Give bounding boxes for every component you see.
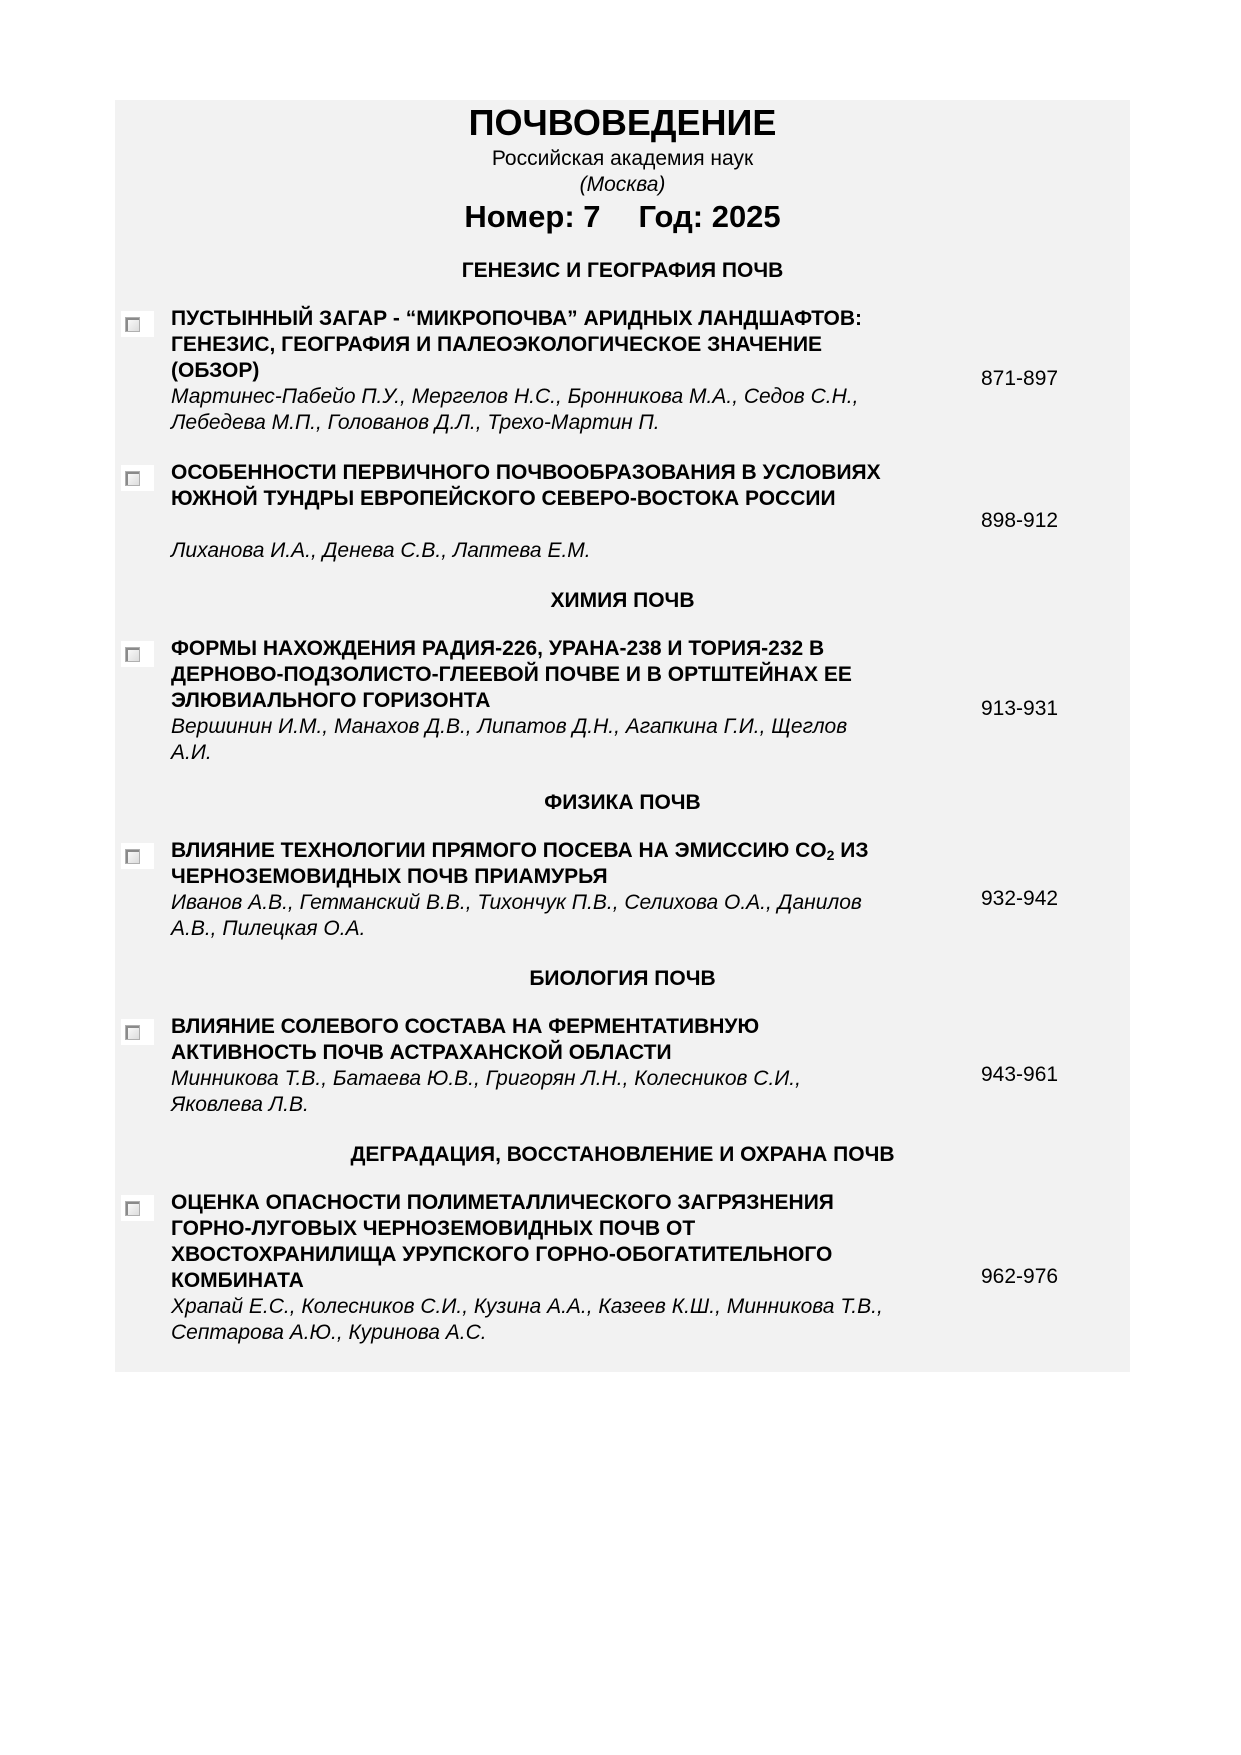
article-checkbox[interactable] [121, 843, 154, 869]
article-title[interactable]: ВЛИЯНИЕ СОЛЕВОГО СОСТАВА НА ФЕРМЕНТАТИВНУЮ АКТИВНОСТЬ ПОЧВ АСТРАХАНСКОЙ ОБЛАСТИ [171, 1015, 760, 1064]
checkbox-icon [125, 849, 140, 864]
publisher-city: (Москва) [579, 173, 666, 196]
article-pages: 913-931 [981, 697, 1059, 720]
section-heading: ГЕНЕЗИС И ГЕОГРАФИЯ ПОЧВ [461, 259, 784, 282]
checkbox-icon [125, 317, 140, 332]
article-authors: Лиханова И.А., Денева С.В., Лаптева Е.М. [171, 539, 591, 562]
checkbox-icon [125, 1201, 140, 1216]
article-authors: Иванов А.В., Гетманский В.В., Тихончук П.В., Селихова О.А., Данилов А.В., Пилецкая О.А. [171, 891, 862, 940]
article-pages: 932-942 [981, 887, 1059, 910]
issue-info [115, 198, 1130, 236]
article-title[interactable]: ФОРМЫ НАХОЖДЕНИЯ РАДИЯ-226, УРАНА-238 И ТОРИЯ-232 В ДЕРНОВО-ПОДЗОЛИСТО-ГЛЕЕВОЙ ПОЧВЕ И В ОРТШТЕЙНАХ ЕЕ ЭЛЮВИАЛЬНОГО ГОРИЗОНТА [171, 637, 852, 712]
article-title[interactable]: ВЛИЯНИЕ ТЕХНОЛОГИИ ПРЯМОГО ПОСЕВА НА ЭМИССИЮ $CO_2$ ИЗ ЧЕРНОЗЕМОВИДНЫХ ПОЧВ ПРИАМУРЬЯ [171, 839, 869, 888]
article-authors: Мартинес-Пабейо П.У., Мергелов Н.С., Бронникова М.А., Седов С.Н., Лебедева М.П., Голованов Д.Л., Трехо-Мартин П. [171, 385, 859, 434]
checkbox-icon [125, 1025, 140, 1040]
article-pages: 943-961 [981, 1063, 1059, 1086]
article-authors: Минникова Т.В., Батаева Ю.В., Григорян Л.Н., Колесников С.И., Яковлева Л.В. [171, 1067, 801, 1116]
section-heading: ФИЗИКА ПОЧВ [544, 791, 701, 814]
article-checkbox[interactable] [121, 311, 154, 337]
issue-number: Номер: 7 [464, 199, 601, 234]
journal-title: ПОЧВОВЕДЕНИЕ [468, 102, 777, 143]
article-authors: Вершинин И.М., Манахов Д.В., Липатов Д.Н., Агапкина Г.И., Щеглов А.И. [171, 715, 848, 764]
article-pages: 898-912 [981, 509, 1059, 532]
table-of-contents [115, 100, 1130, 1372]
checkbox-icon [125, 647, 140, 662]
article-title[interactable]: ПУСТЫННЫЙ ЗАГАР - “МИКРОПОЧВА” АРИДНЫХ ЛАНДШАФТОВ: ГЕНЕЗИС, ГЕОГРАФИЯ И ПАЛЕОЭКОЛОГИЧЕСКОЕ ЗНАЧЕНИЕ (ОБЗОР) [171, 307, 863, 382]
article-checkbox[interactable] [121, 465, 154, 491]
section-heading: ДЕГРАДАЦИЯ, ВОССТАНОВЛЕНИЕ И ОХРАНА ПОЧВ [350, 1143, 895, 1166]
article-authors: Храпай Е.С., Колесников С.И., Кузина А.А., Казеев К.Ш., Минникова Т.В., Септарова А.Ю., Куринова А.С. [171, 1295, 883, 1344]
issue-year: Год: 2025 [638, 199, 781, 234]
article-pages: 962-976 [981, 1265, 1059, 1288]
checkbox-icon [125, 471, 140, 486]
article-checkbox[interactable] [121, 1019, 154, 1045]
article-title[interactable]: ОЦЕНКА ОПАСНОСТИ ПОЛИМЕТАЛЛИЧЕСКОГО ЗАГРЯЗНЕНИЯ ГОРНО-ЛУГОВЫХ ЧЕРНОЗЕМОВИДНЫХ ПОЧВ ОТ ХВОСТОХРАНИЛИЩА УРУПСКОГО ГОРНО-ОБОГАТИТЕЛЬНОГО КОМБИНАТА [171, 1191, 834, 1292]
article-pages: 871-897 [981, 367, 1059, 390]
article-checkbox[interactable] [121, 1195, 154, 1221]
section-heading: ХИМИЯ ПОЧВ [550, 589, 695, 612]
article-checkbox[interactable] [121, 641, 154, 667]
article-title[interactable]: ОСОБЕННОСТИ ПЕРВИЧНОГО ПОЧВООБРАЗОВАНИЯ В УСЛОВИЯХ ЮЖНОЙ ТУНДРЫ ЕВРОПЕЙСКОГО СЕВЕРО-ВОСТОКА РОССИИ [171, 461, 881, 510]
publisher: Российская академия наук [491, 147, 754, 170]
section-heading: БИОЛОГИЯ ПОЧВ [529, 967, 716, 990]
